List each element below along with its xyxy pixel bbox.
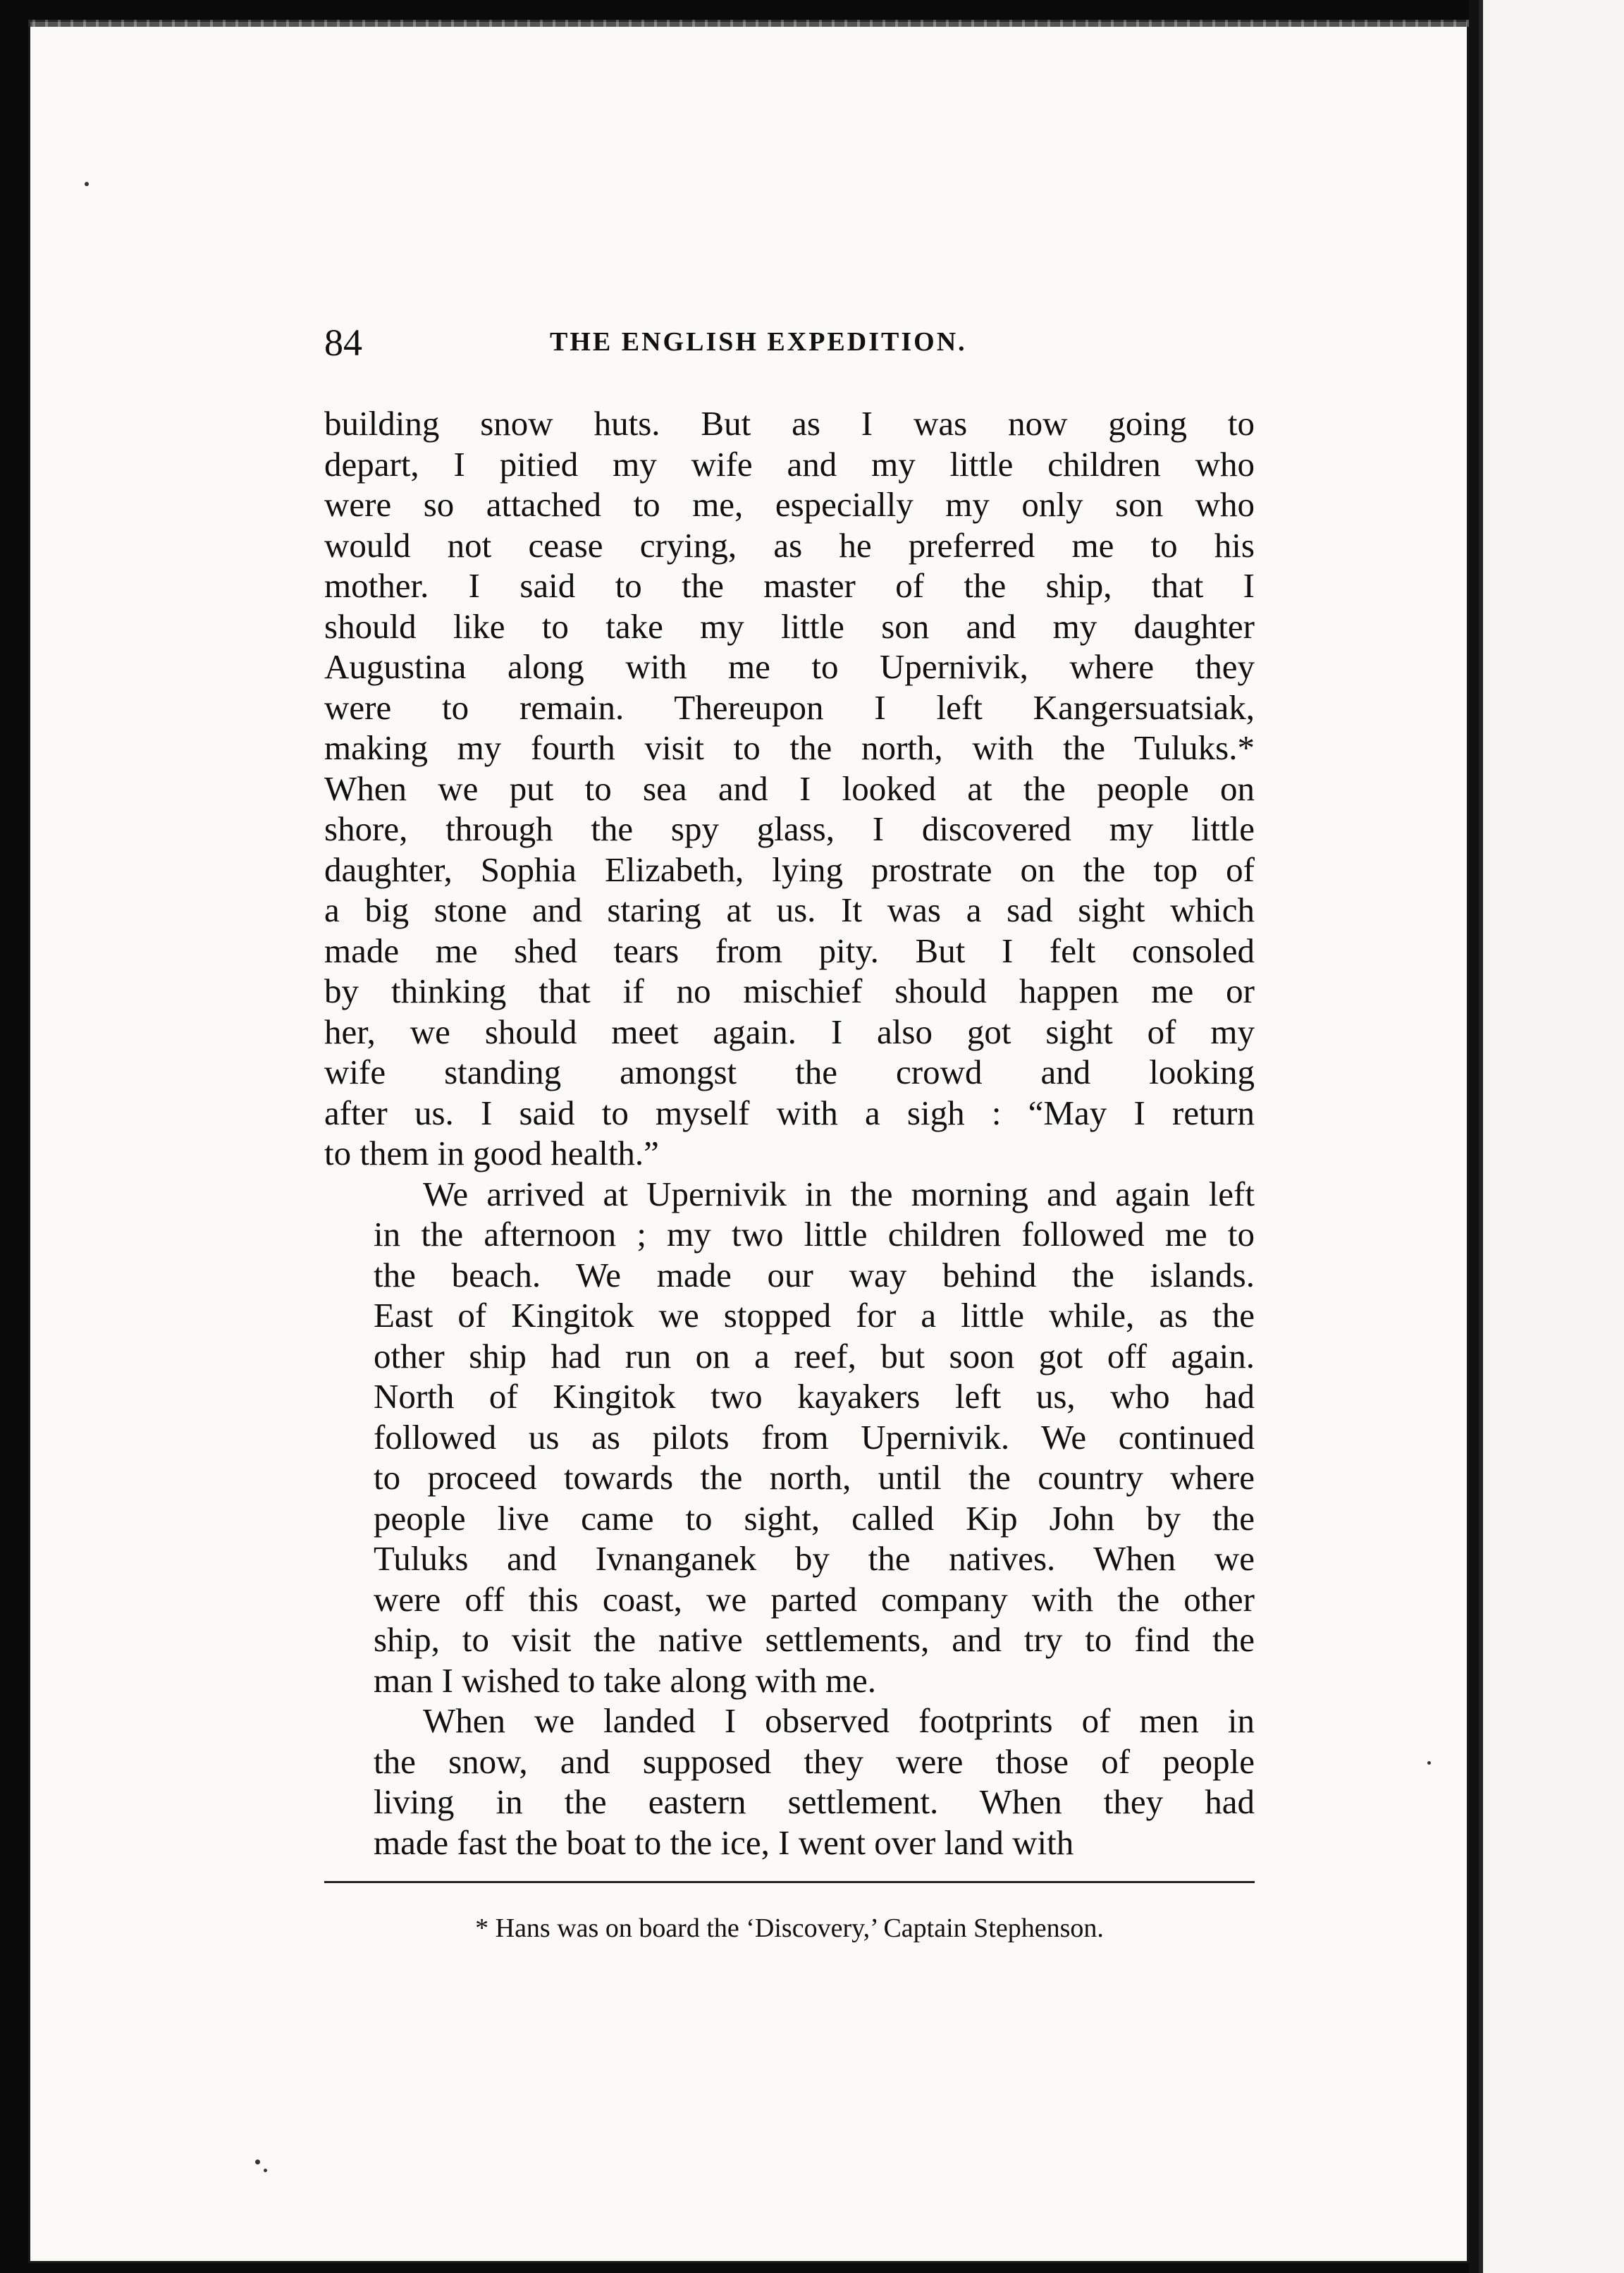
text-line: people live came to sight, called Kip John by the [374, 1498, 1255, 1538]
text-line: living in the eastern settlement. When they had [374, 1782, 1255, 1821]
footnote: * Hans was on board the ‘Discovery,’ Captain Stephenson. [475, 1913, 1104, 1943]
ink-speck [85, 182, 89, 186]
page-gutter [1469, 0, 1479, 2273]
text-line: were so attached to me, especially my only son who [324, 485, 1255, 524]
body-text [324, 403, 1255, 1863]
text-line: made fast the boat to the ice, I went over land with [374, 1822, 1074, 1862]
text-line: North of Kingitok two kayakers left us, who had [374, 1377, 1255, 1416]
page-top-edge [28, 20, 1469, 27]
text-line: a big stone and staring at us. It was a sad sight which [324, 890, 1255, 929]
text-line: Tuluks and Ivnanganek by the natives. When we [374, 1539, 1255, 1578]
text-line: wife standing amongst the crowd and looking [324, 1053, 1255, 1091]
text-line: to proceed towards the north, until the country where [374, 1458, 1255, 1497]
text-line: ship, to visit the native settlements, and try to find the [374, 1620, 1255, 1659]
text-line: would not cease crying, as he preferred me to his [324, 525, 1255, 565]
text-line: building snow huts. But as I was now going to [324, 404, 1255, 443]
text-line: the snow, and supposed they were those of people [374, 1741, 1255, 1781]
text-line: Augustina along with me to Upernivik, where they [324, 647, 1255, 686]
text-line: by thinking that if no mischief should happen me or [324, 972, 1255, 1010]
text-line: shore, through the spy glass, I discovered my little [324, 809, 1255, 848]
footnote-rule [324, 1881, 1255, 1883]
text-line: When we landed I observed footprints of men in [423, 1701, 1255, 1740]
text-line: the beach. We made our way behind the islands. [374, 1255, 1255, 1294]
page-header [324, 317, 1255, 367]
running-head: THE ENGLISH EXPEDITION. [550, 327, 967, 357]
text-line: We arrived at Upernivik in the morning and again left [423, 1174, 1255, 1213]
text-line: mother. I said to the master of the ship, that I [324, 566, 1255, 605]
text-line: When we put to sea and I looked at the people on [324, 768, 1255, 808]
paragraph [324, 1174, 1255, 1701]
text-line: making my fourth visit to the north, with the Tuluks.* [324, 728, 1255, 767]
paragraph [324, 403, 1255, 1174]
ink-speck [264, 2169, 267, 2172]
text-line: daughter, Sophia Elizabeth, lying prostrate on the top of [324, 850, 1255, 889]
page-number: 84 [324, 321, 362, 364]
text-line: East of Kingitok we stopped for a little while, as the [374, 1296, 1255, 1335]
text-line: her, we should meet again. I also got sight of my [324, 1012, 1255, 1051]
adjacent-page-edge [1479, 0, 1624, 2273]
text-line: in the afternoon ; my two little children followed me to [374, 1215, 1255, 1254]
text-line: should like to take my little son and my daughter [324, 606, 1255, 646]
text-line: after us. I said to myself with a sigh : “May I return [324, 1093, 1255, 1132]
text-line: man I wished to take along with me. [374, 1660, 877, 1700]
text-line: made me shed tears from pity. But I felt consoled [324, 931, 1255, 970]
text-line: followed us as pilots from Upernivik. We continued [374, 1417, 1255, 1457]
text-line: to them in good health.” [324, 1134, 659, 1172]
paragraph [324, 1701, 1255, 1863]
text-line: other ship had run on a reef, but soon got off again. [374, 1336, 1255, 1376]
ink-speck [1427, 1761, 1431, 1765]
ink-speck [255, 2159, 260, 2164]
text-line: were to remain. Thereupon I left Kangersuatsiak, [324, 687, 1255, 727]
text-line: depart, I pitied my wife and my little children who [324, 444, 1255, 484]
text-line: were off this coast, we parted company with the other [374, 1579, 1255, 1619]
